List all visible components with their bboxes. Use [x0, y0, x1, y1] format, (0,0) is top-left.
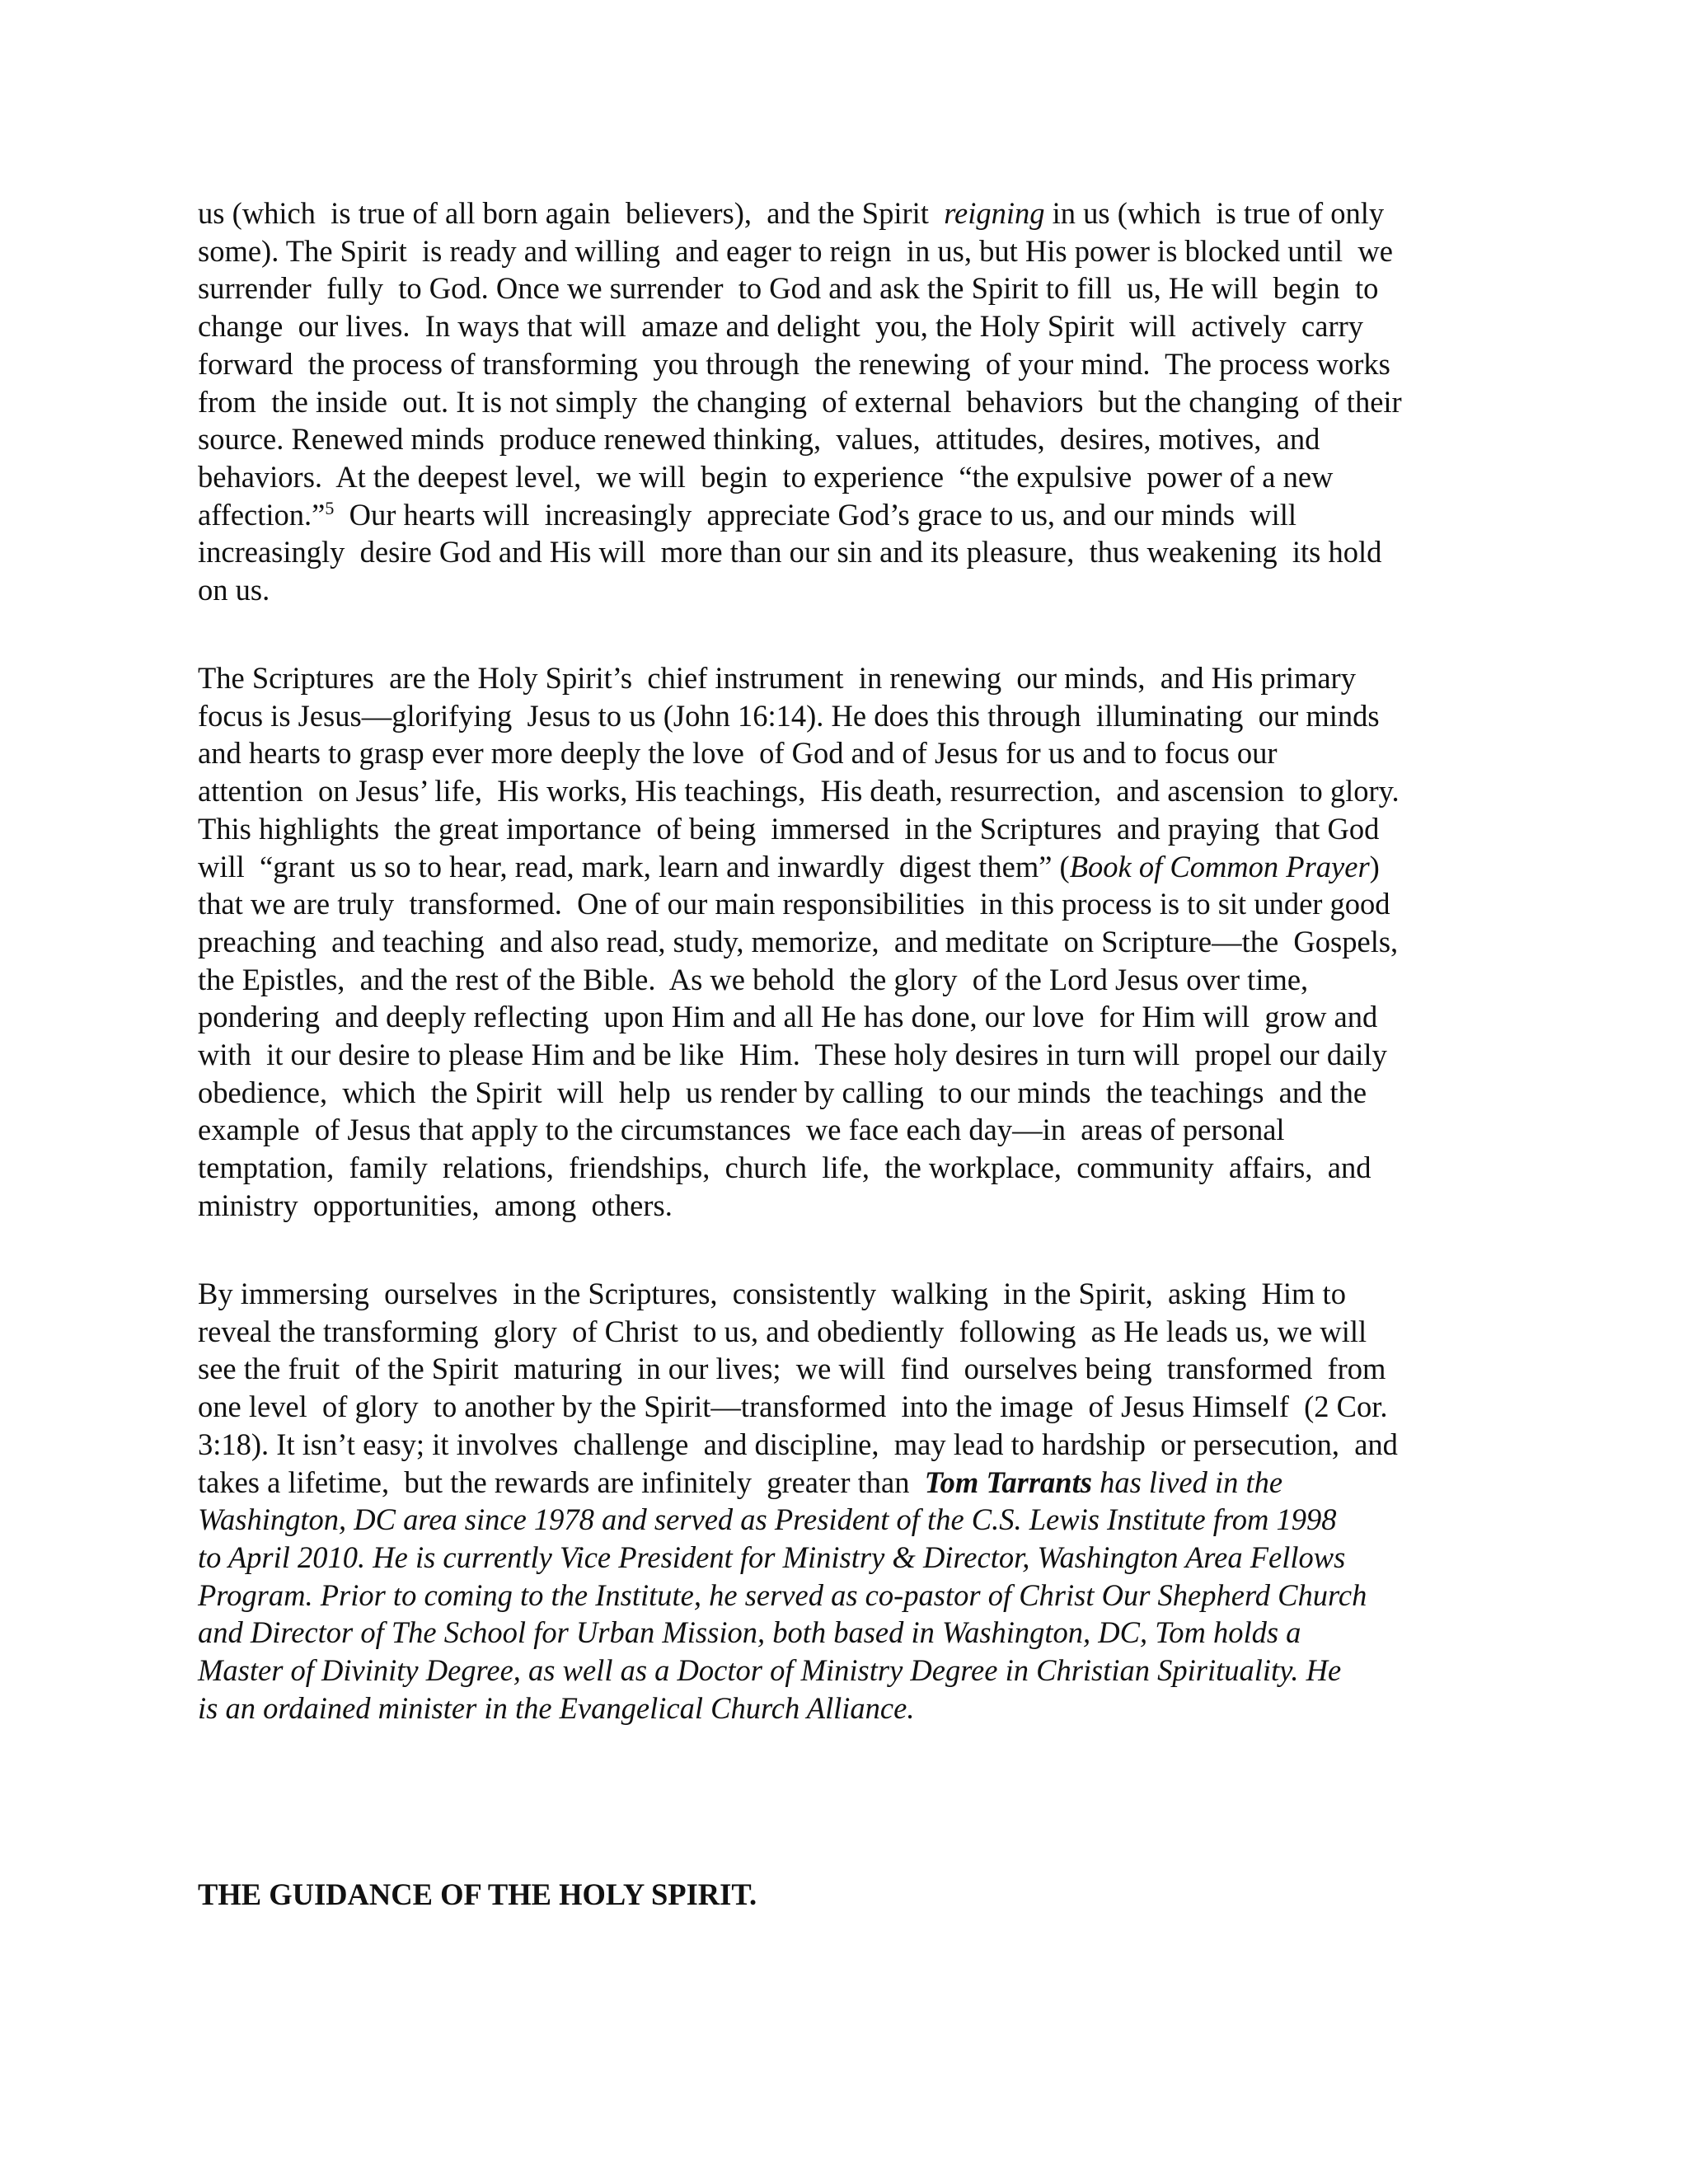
text-line: increasingly desire God and His will more than our sin and its pleasure, thus weakening its hold — [198, 535, 1382, 569]
paragraph-immersing-and-author-bio — [198, 1275, 1508, 1727]
text-line: see the fruit of the Spirit maturing in our lives; we will find ourselves being transformed from — [198, 1352, 1386, 1386]
text-line: from the inside out. It is not simply the changing of external behaviors but the changing of their — [198, 384, 1402, 419]
text-line: that we are truly transformed. One of our main responsibilities in this process is to sit under good — [198, 887, 1390, 921]
text-line: on us. — [198, 573, 270, 607]
author-bio-line: Program. Prior to coming to the Institute, he served as co-pastor of Christ Our Shepherd Church — [198, 1577, 1367, 1612]
text-line: behaviors. At the deepest level, we will begin to experience “the expulsive power of a new — [198, 459, 1334, 494]
author-bio-line: Washington, DC area since 1978 and served as President of the C.S. Lewis Institute from 1998 — [198, 1502, 1337, 1537]
author-name: Tom Tarrants — [924, 1465, 1092, 1499]
text-line: change our lives. In ways that will amaze and delight you, the Holy Spirit will actively carry — [198, 309, 1364, 344]
text-line: preaching and teaching and also read, study, memorize, and meditate on Scripture—the Gospels, — [198, 924, 1399, 958]
text-line: takes a lifetime, but the rewards are infinitely greater than Tom Tarrants has lived in the — [198, 1465, 1283, 1499]
text-line: obedience, which the Spirit will help us render by calling to our minds the teachings and the — [198, 1075, 1367, 1109]
author-bio-line: and Director of The School for Urban Mission, both based in Washington, DC, Tom holds a — [198, 1615, 1301, 1650]
text-line: By immersing ourselves in the Scriptures, consistently walking in the Spirit, asking Him to — [198, 1277, 1346, 1310]
text-line: some). The Spirit is ready and willing and eager to reign in us, but His power is blocked until we — [198, 233, 1393, 268]
text-line: source. Renewed minds produce renewed thinking, values, attitudes, desires, motives, and — [198, 422, 1320, 457]
text-line: the Epistles, and the rest of the Bible. As we behold the glory of the Lord Jesus over time, — [198, 962, 1309, 996]
author-bio-line: Master of Divinity Degree, as well as a Doctor of Ministry Degree in Christian Spirituality. He — [198, 1653, 1342, 1688]
text-line: with it our desire to please Him and be like Him. These holy desires in turn will propel our daily — [198, 1038, 1387, 1072]
footnote-marker: 5 — [325, 497, 335, 518]
text-line: one level of glory to another by the Spirit—transformed into the image of Jesus Himself (2 Cor. — [198, 1390, 1388, 1424]
text-line: temptation, family relations, friendships, church life, the workplace, community affairs, and — [198, 1151, 1372, 1185]
emphasis-reigning: reigning — [944, 196, 1045, 230]
paragraph-spirit-reigning — [198, 194, 1508, 609]
book-title: Book of Common Prayer — [1069, 849, 1370, 883]
text-line: will “grant us so to hear, read, mark, learn and inwardly digest them” (Book of Common Prayer) — [198, 849, 1380, 883]
text-line: example of Jesus that apply to the circumstances we face each day—in areas of personal — [198, 1113, 1285, 1147]
text-line: us (which is true of all born again believers), and the Spirit reigning in us (which is true of only — [198, 196, 1385, 230]
text-line: attention on Jesus’ life, His works, His teachings, His death, resurrection, and ascension to glory. — [198, 774, 1400, 808]
author-bio-line: to April 2010. He is currently Vice President for Ministry & Director, Washington Area Fellows — [198, 1540, 1346, 1574]
text-line: reveal the transforming glory of Christ to us, and obediently following as He leads us, we will — [198, 1314, 1367, 1348]
text-line: and hearts to grasp ever more deeply the love of God and of Jesus for us and to focus our — [198, 736, 1278, 771]
author-bio-line: is an ordained minister in the Evangelical Church Alliance. — [198, 1690, 915, 1725]
section-heading: THE GUIDANCE OF THE HOLY SPIRIT. — [198, 1877, 757, 1911]
text-line: This highlights the great importance of being immersed in the Scriptures and praying that God — [198, 811, 1380, 846]
text-line: 3:18). It isn’t easy; it involves challenge and discipline, may lead to hardship or persecution, and — [198, 1427, 1398, 1461]
text-line: surrender fully to God. Once we surrender to God and ask the Spirit to fill us, He will begin to — [198, 271, 1379, 306]
text-line: affection.”$^5$ Our hearts will increasingly appreciate God’s grace to us, and our minds will — [198, 497, 1297, 532]
text-line: ministry opportunities, among others. — [198, 1188, 673, 1222]
paragraph-scriptures — [198, 659, 1508, 1225]
text-line: pondering and deeply reflecting upon Him and all He has done, our love for Him will grow and — [198, 1000, 1378, 1034]
text-line: forward the process of transforming you through the renewing of your mind. The process works — [198, 346, 1390, 381]
text-line: focus is Jesus—glorifying Jesus to us (John 16:14). He does this through illuminating our minds — [198, 698, 1380, 733]
text-line: The Scriptures are the Holy Spirit’s chief instrument in renewing our minds, and His primary — [198, 661, 1356, 695]
